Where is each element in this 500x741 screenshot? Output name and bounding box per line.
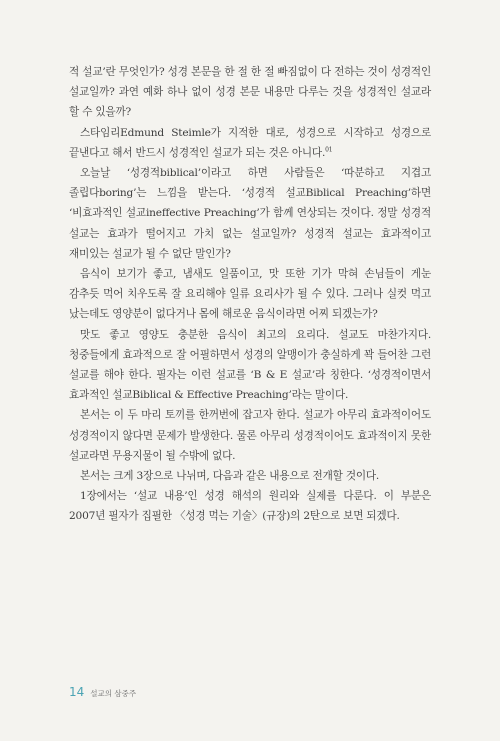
paragraph: 맛도 좋고 영양도 충분한 음식이 최고의 요리다. 설교도 마찬가지다. 청중들에게 효과적으로 잘 어필하면서 성경의 알맹이가 충실하게 꽉 들어찬 그런 설교를 해야 한다. 필자는 이런 설교를 ‘B & E 설교’라 칭한다. ‘성경적이면서 효과적인 설교Biblical & Effective Preaching’라는 말이다. [69, 328, 431, 402]
page-footer [69, 685, 136, 699]
page-number: 14 [69, 685, 85, 699]
paragraph [69, 123, 431, 163]
footnote-marker: 01 [325, 146, 333, 154]
paragraph: 음식이 보기가 좋고, 냄새도 일품이고, 맛 또한 기가 막혀 손님들이 게눈 감추듯 먹어 치우도록 잘 요리해야 일류 요리사가 될 수 있다. 그러나 실컷 먹고 났는데도 영양분이 없다거나 몸에 해로운 음식이라면 어찌 되겠는가? [69, 268, 431, 321]
paragraph: 오늘날 ‘성경적biblical’이라고 하면 사람들은 ‘따분하고 지겹고 졸립다boring’는 느낌을 받는다. ‘성경적 설교Biblical Preaching’하면 ‘비효과적인 설교ineffective Preaching’가 함께 연상되는 것이다. 정말 성경적 설교는 효과가 떨어지고 가치 없는 설교일까? 성경적 설교는 효과적이고 재미있는 설교가 될 수 없단 말인가? [69, 167, 431, 260]
running-title: 설교의 삼중주 [90, 689, 137, 698]
paragraph-text: 스타임리Edmund Steimle가 지적한 대로, 성경으로 시작하고 성경으로 끝낸다고 해서 반드시 성경적인 설교가 되는 것은 아니다. [69, 126, 431, 159]
paragraph-continued: 적 설교’란 무엇인가? 성경 본문을 한 절 한 절 빠짐없이 다 전하는 것이 성경적인 설교일까? 과연 예화 하나 없이 성경 본문 내용만 다루는 것을 성경적인 설교라 할 수 있을까? [69, 66, 431, 119]
paragraph: 본서는 이 두 마리 토끼를 한꺼번에 잡고자 한다. 설교가 아무리 효과적이어도 성경적이지 않다면 문제가 발생한다. 물론 아무리 성경적이어도 효과적이지 못한 설교라면 무용지물이 될 수밖에 없다. [69, 409, 431, 462]
paragraph: 본서는 크게 3장으로 나뉘며, 다음과 같은 내용으로 전개할 것이다. [80, 470, 380, 483]
paragraph: 1장에서는 ‘설교 내용’인 성경 해석의 원리와 실제를 다룬다. 이 부분은 2007년 필자가 집필한 〈성경 먹는 기술〉(규장)의 2탄으로 보면 되겠다. [69, 490, 431, 523]
body-text [69, 62, 431, 527]
